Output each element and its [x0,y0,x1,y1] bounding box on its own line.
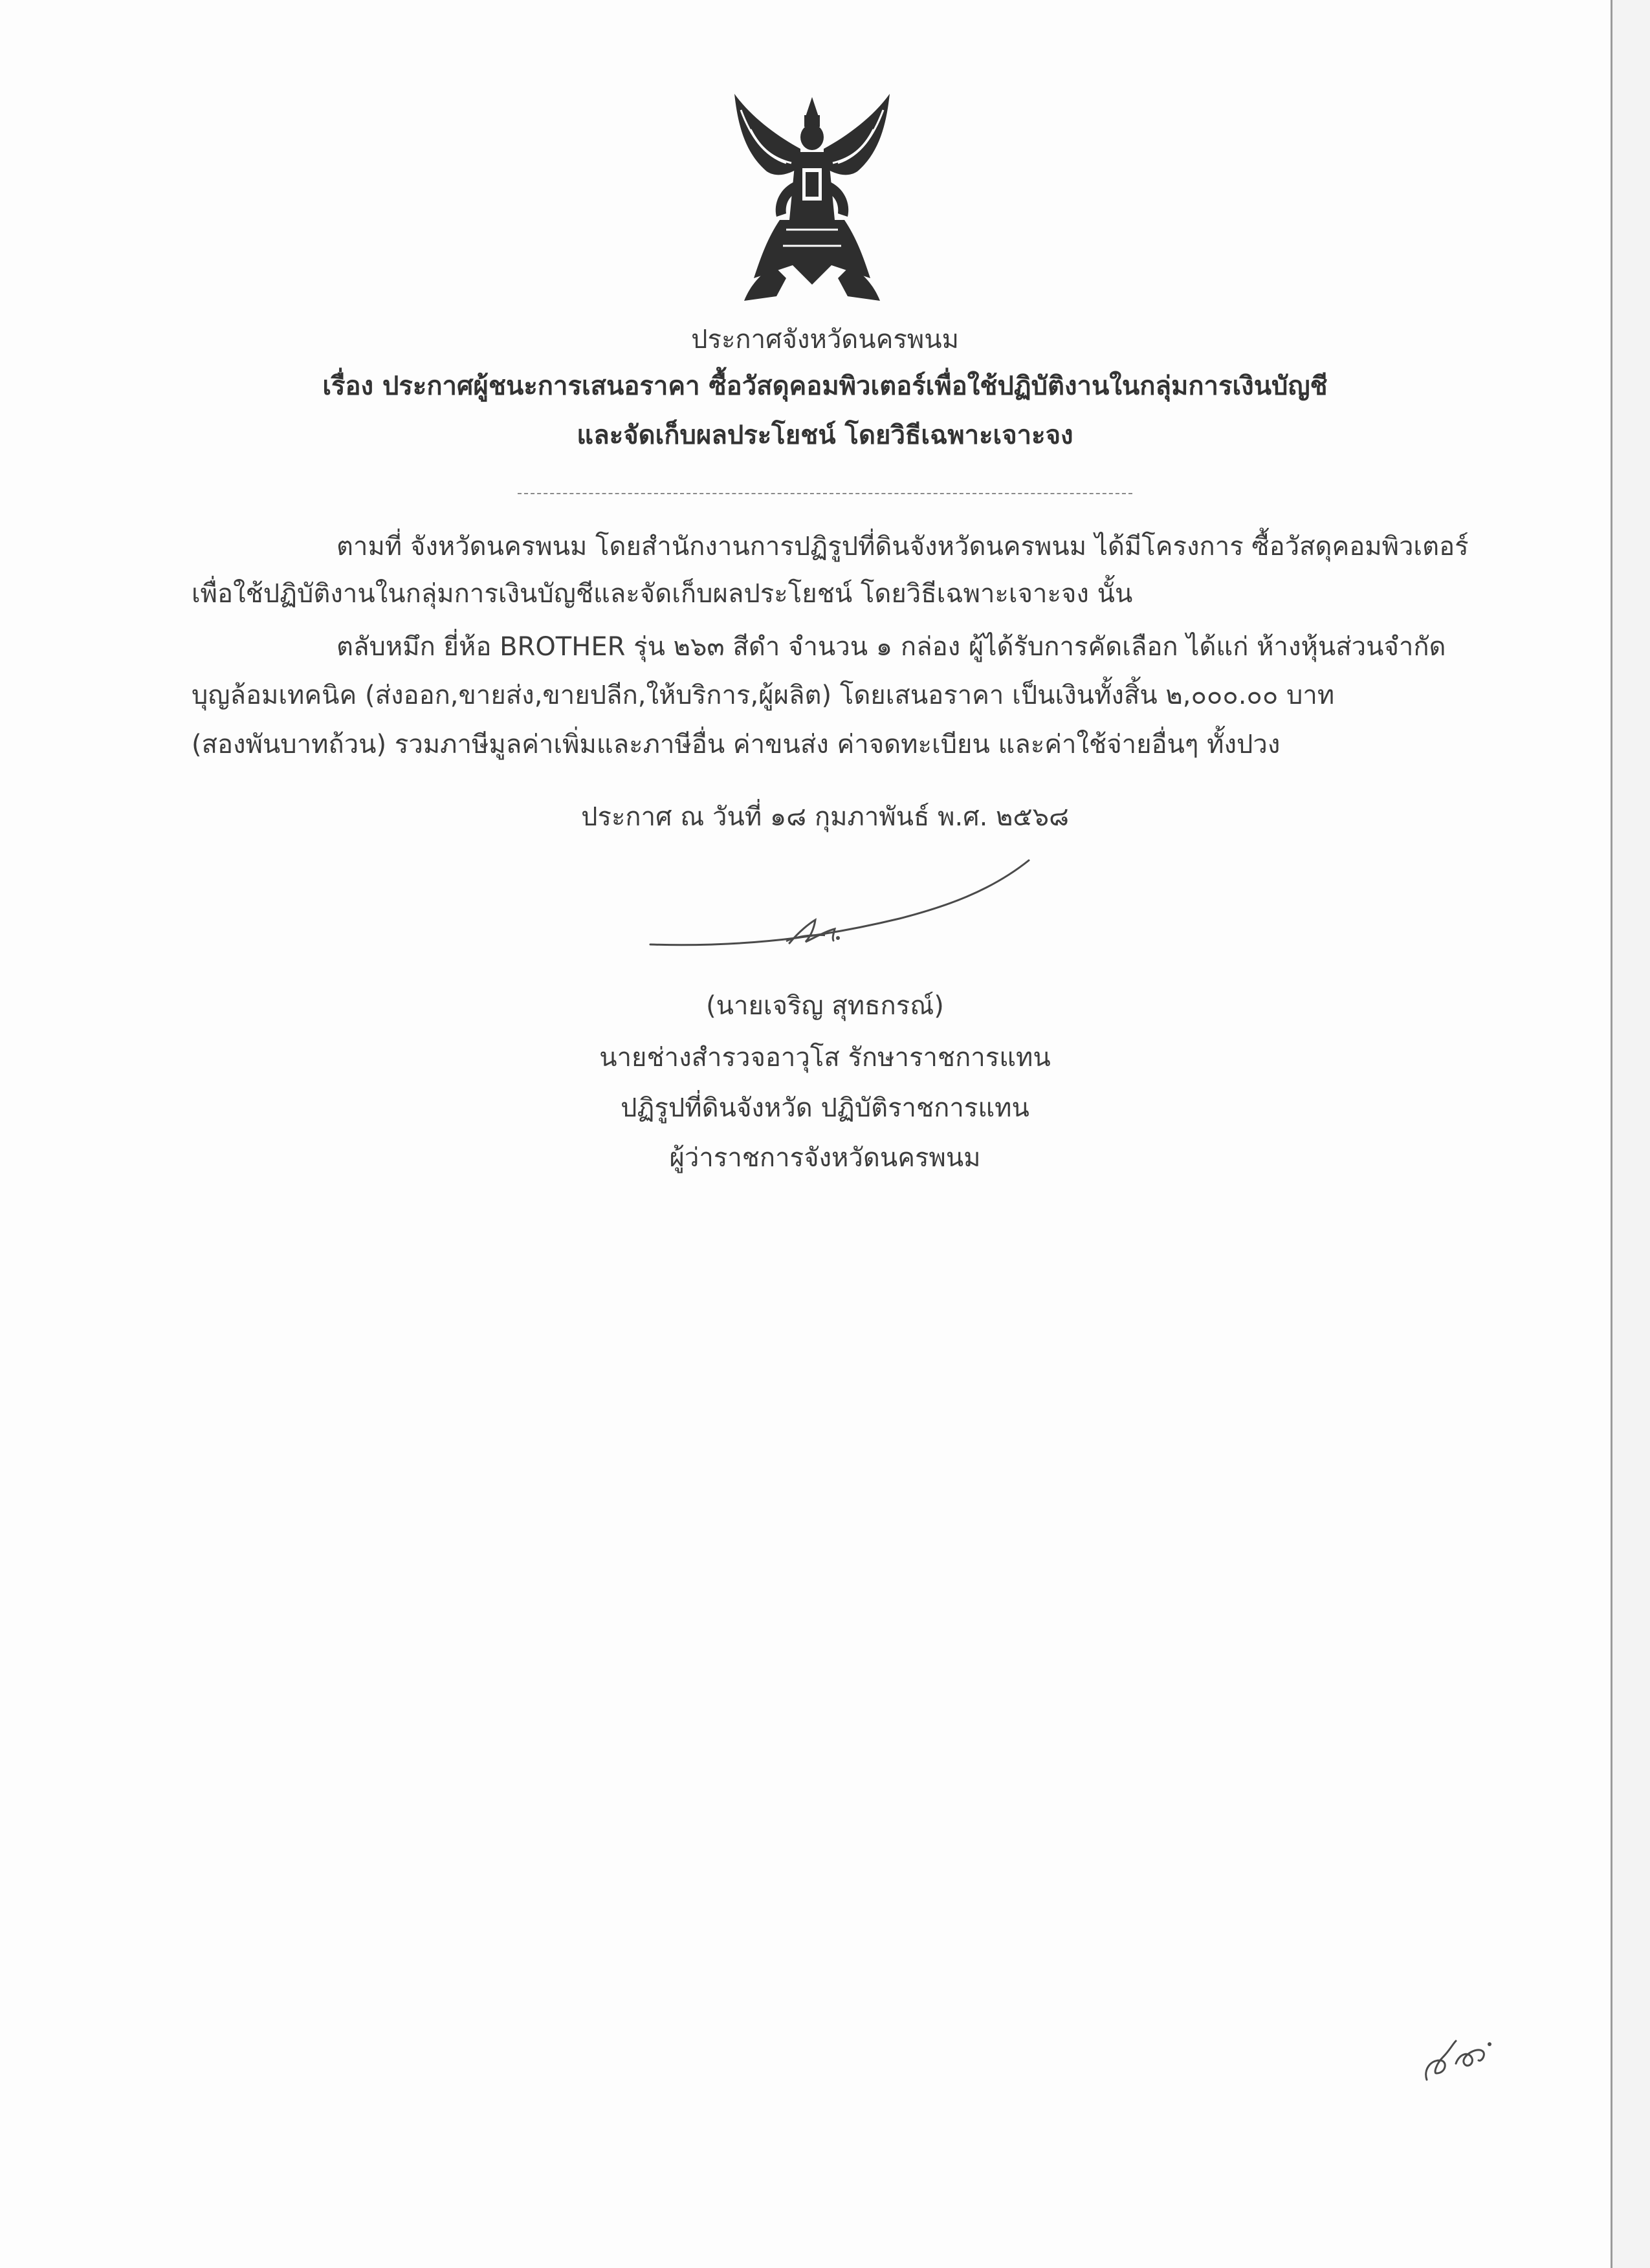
signatory-position-1: นายช่างสำรวจอาวุโส รักษาราชการแทน [599,1043,1051,1073]
handwritten-initials-icon [1417,2025,1501,2089]
subject-line-2: และจัดเก็บผลประโยชน์ โดยวิธีเฉพาะเจาะจง [577,420,1073,450]
signatory-position-3: ผู้ว่าราชการจังหวัดนครพนม [669,1143,981,1173]
announcement-title: ประกาศจังหวัดนครพนม [691,325,959,354]
body-paragraph-2-line-1: ตลับหมึก ยี่ห้อ BROTHER รุ่น ๒๖๓ สีดำ จำนวน ๑ กล่อง ผู้ได้รับการคัดเลือก ได้แก่ ห้างหุ้นส่วนจำกัด [336,632,1446,662]
body-paragraph-1-line-2: เพื่อใช้ปฏิบัติงานในกลุ่มการเงินบัญชีและจัดเก็บผลประโยชน์ โดยวิธีเฉพาะเจาะจง นั้น [192,579,1133,609]
subject-line-1: เรื่อง ประกาศผู้ชนะการเสนอราคา ซื้อวัสดุคอมพิวเตอร์เพื่อใช้ปฏิบัติงานในกลุ่มการเงินบัญชี [322,371,1328,401]
section-divider [518,493,1132,494]
signatory-position-2: ปฏิรูปที่ดินจังหวัด ปฏิบัติราชการแทน [621,1093,1029,1123]
body-paragraph-1-line-1: ตามที่ จังหวัดนครพนม โดยสำนักงานการปฏิรูปที่ดินจังหวัดนครพนม ได้มีโครงการ ซื้อวัสดุคอมพิวเตอร์ [336,532,1469,562]
signatory-name: (นายเจริญ สุทธกรณ์) [706,991,944,1021]
garuda-emblem-icon [715,91,909,304]
body-paragraph-2-line-3: (สองพันบาทถ้วน) รวมภาษีมูลค่าเพิ่มและภาษีอื่น ค่าขนส่ง ค่าจดทะเบียน และค่าใช้จ่ายอื่นๆ ทั้งปวง [192,730,1281,759]
body-paragraph-2-line-2: บุญล้อมเทคนิค (ส่งออก,ขายส่ง,ขายปลีก,ให้บริการ,ผู้ผลิต) โดยเสนอราคา เป็นเงินทั้งสิ้น ๒,๐๐๐.๐๐ บาท [192,681,1335,710]
handwritten-signature-icon [641,847,1042,970]
announcement-date: ประกาศ ณ วันที่ ๑๘ กุมภาพันธ์ พ.ศ. ๒๕๖๘ [581,802,1069,832]
